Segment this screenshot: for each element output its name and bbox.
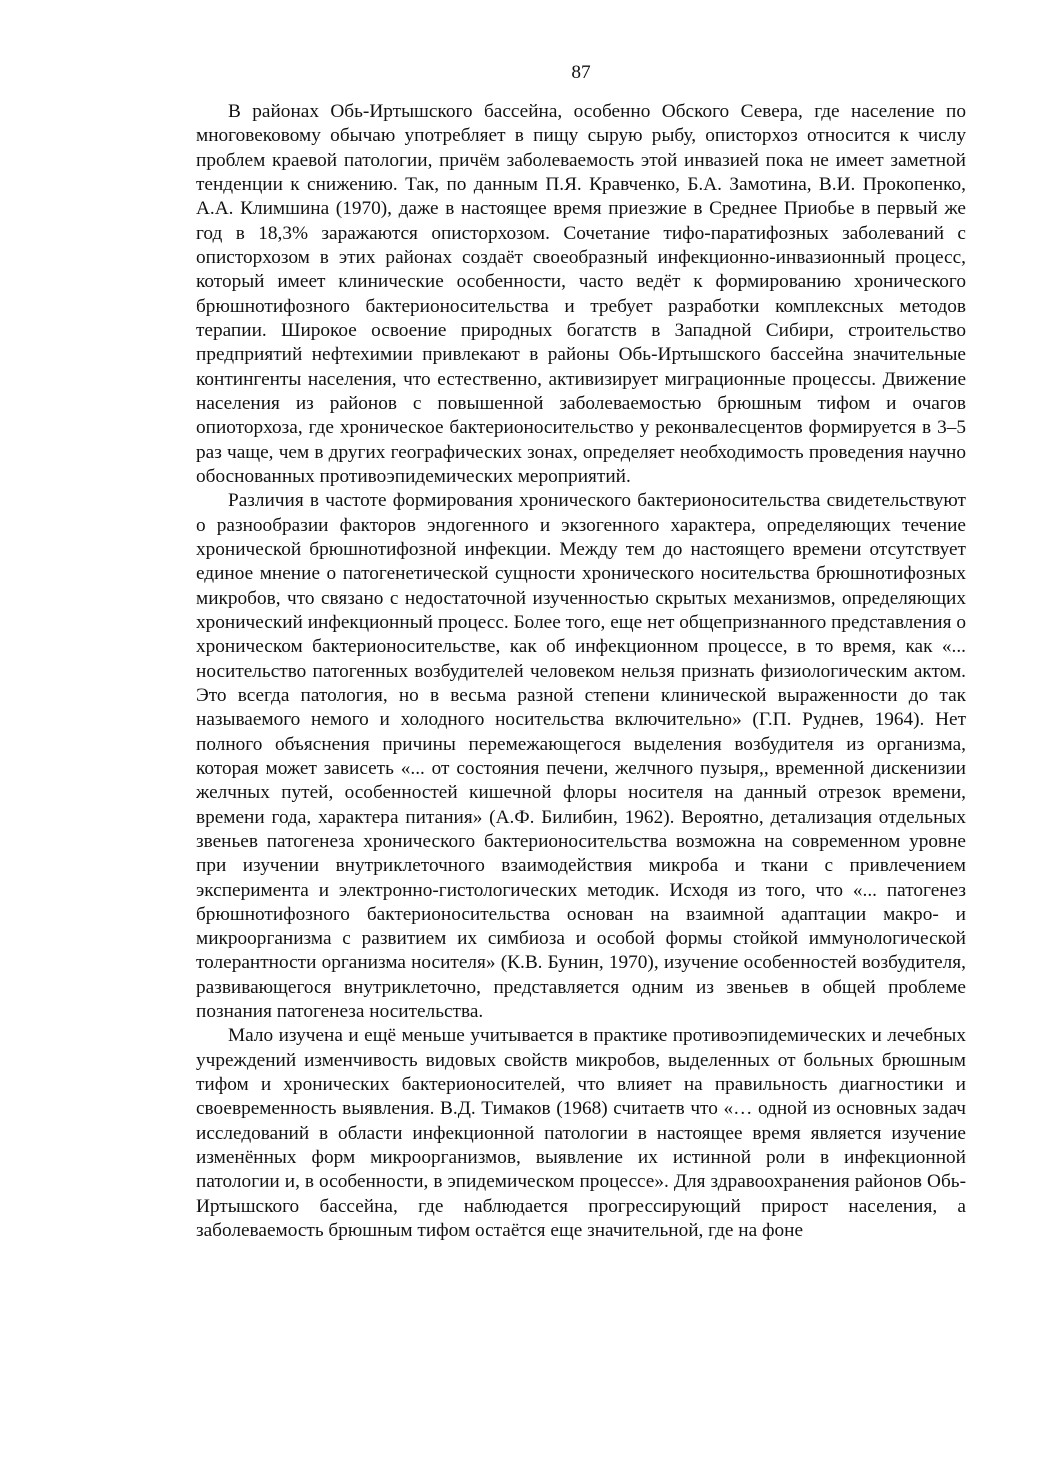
paragraph-3: Мало изучена и ещё меньше учитывается в практике противоэпидемических и лечебных учреждений изменчивость видовых свойств микробов, выделенных от больных брюшным тифом и хронических бактерионосителей, что влияет на правильность диагностики и своевременность выявления. В.Д. Тимаков (1968) считаетв что «… одной из основных задач исследований в области инфекционной патологии в настоящее время является изучение изменённых форм микроорганизмов, выявление их истинной роли в инфекционной патологии и, в особенности, в эпидемическом процессе». Для здравоохранения районов Обь-Иртышского бассейна, где наблюдается прогрессирующий прирост населения, а заболеваемость брюшным тифом остаётся еще значительной, где на фоне xyxy=(196,1025,966,1242)
paragraph-2: Различия в частоте формирования хронического бактерионосительства свидетельствуют о разнообразии факторов эндогенного и экзогенного характера, определяющих течение хронической брюшнотифозной инфекции. Между тем до настоящего времени отсутствует единое мнение о патогенетической сущности хронического носительства брюшнотифозных микробов, что связано с недостаточной изученностью скрытых механизмов, определяющих хронический инфекционный процесс. Более того, еще нет общепризнанного представления о хроническом бактерионосительстве, как об инфекционном процессе, в то время, как «... носительство патогенных возбудителей человеком нельзя признать физиологическим актом. Это всегда патология, но в весьма разной степени клинической выраженности до так называемого немого и холодного носительства включительно» (Г.П. Руднев, 1964). Нет полного объяснения причины перемежающегося выделения возбудителя из организма, которая может зависеть «... от состояния печени, желчного пузыря,, временной дискенизии желчных путей, особенностей кишечной флоры носителя на данный отрезок времени, времени года, характера питания» (А.Ф. Билибин, 1962). Вероятно, детализация отдельных звеньев патогенеза хронического бактерионосительства возможна на современном уровне при изучении внутриклеточного взаимодействия микроба и ткани с привлечением эксперимента и электронно-гистологических методик. Исходя из того, что «... патогенез брюшнотифозного бактерионосительства основан на взаимной адаптации макро- и микроорганизма с развитием их симбиоза и особой формы стойкой иммунологической толерантности организма носителя» (К.В. Бунин, 1970), изучение особенностей возбудителя, развивающегося внутриклеточно, представляется одним из звеньев в общей проблеме познания патогенеза носительства. xyxy=(196,490,966,1023)
paragraph-1: В районах Обь-Иртышского бассейна, особенно Обского Севера, где население по многовековому обычаю употребляет в пищу сырую рыбу, описторхоз относится к числу проблем краевой патологии, причём заболеваемость этой инвазией пока не имеет заметной тенденции к снижению. Так, по данным П.Я. Кравченко, Б.А. Замотина, В.И. Прокопенко, А.А. Климшина (1970), даже в настоящее время приезжие в Среднее Приобье в первый же год в 18,3% заражаются описторхозом. Сочетание тифо-паратифозных заболеваний с описторхозом в этих районах создаёт своеобразный инфекционно-инвазионный процесс, который имеет клинические особенности, часто ведёт к формированию хронического брюшнотифозного бактерионосительства и требует разработки комплексных методов терапии. Широкое освоение природных богатств в Западной Сибири, строительство предприятий нефтехимии привлекают в районы Обь-Иртышского бассейна значительные контингенты населения, что естественно, активизирует миграционные процессы. Движение населения из районов с повышенной заболеваемостью брюшным тифом и очагов опиоторхоза, где хроническое бактерионосительство у реконвалесцентов формируется в 3–5 раз чаще, чем в других географических зонах, определяет необходимость проведения научно обоснованных противоэпидемических мероприятий. xyxy=(196,101,966,487)
document-page xyxy=(196,58,966,1243)
page-number: 87 xyxy=(571,62,591,83)
